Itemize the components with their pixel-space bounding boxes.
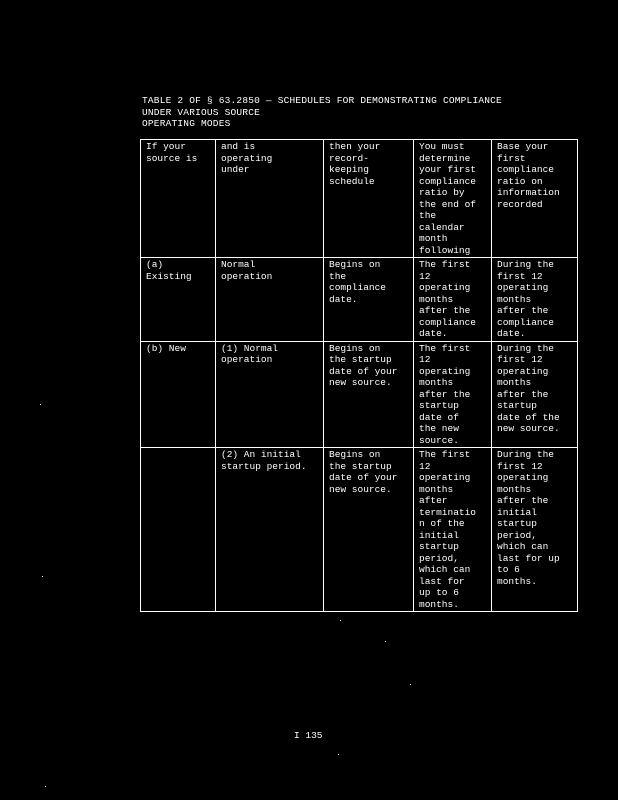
- table-cell: (2) An initial startup period.: [216, 448, 324, 612]
- title-line-1: TABLE 2 OF § 63.2850 — SCHEDULES FOR DEMONSTRATING COMPLIANCE: [142, 95, 502, 106]
- table-row: [141, 448, 578, 612]
- title-line-2: UNDER VARIOUS SOURCE: [142, 106, 261, 118]
- table-cell: During the first 12 operating months after the compliance date.: [492, 258, 578, 342]
- scan-speck: [340, 620, 341, 621]
- scan-speck: [410, 684, 411, 685]
- table-cell: During the first 12 operating months after the startup date of the new source.: [492, 341, 578, 448]
- table-cell: Normal operation: [216, 258, 324, 342]
- title-line-3: OPERATING MODES: [142, 118, 231, 129]
- header-cell: then your record- keeping schedule: [324, 140, 414, 258]
- table-cell: Begins on the startup date of your new source.: [324, 448, 414, 612]
- table-cell: The first 12 operating months after terminatio n of the initial startup period, which can last for up to 6 months.: [414, 448, 492, 612]
- scan-speck: [45, 786, 46, 787]
- table-cell: The first 12 operating months after the startup date of the new source.: [414, 341, 492, 448]
- header-cell: and is operating under: [216, 140, 324, 258]
- table-title: [142, 95, 582, 130]
- scan-speck: [338, 754, 339, 755]
- table-cell: Begins on the compliance date.: [324, 258, 414, 342]
- header-cell: You must determine your first compliance ratio by the end of the calendar month following: [414, 140, 492, 258]
- table-cell: (1) Normal operation: [216, 341, 324, 448]
- table-cell: (a) Existing: [141, 258, 216, 342]
- table-cell: During the first 12 operating months after the initial startup period, which can last for up to 6 months.: [492, 448, 578, 612]
- header-cell: Base your first compliance ratio on information recorded: [492, 140, 578, 258]
- scan-speck: [40, 404, 41, 405]
- table-row: [141, 341, 578, 448]
- compliance-schedule-table: [140, 139, 578, 612]
- header-cell: If your source is: [141, 140, 216, 258]
- page-number: I 135: [294, 730, 323, 741]
- scan-speck: [385, 641, 386, 642]
- table-header-row: [141, 140, 578, 258]
- table-cell: Begins on the startup date of your new source.: [324, 341, 414, 448]
- table-row: [141, 258, 578, 342]
- table-cell: The first 12 operating months after the compliance date.: [414, 258, 492, 342]
- scan-speck: [42, 576, 43, 577]
- table-cell: [141, 448, 216, 612]
- table-cell: (b) New: [141, 341, 216, 448]
